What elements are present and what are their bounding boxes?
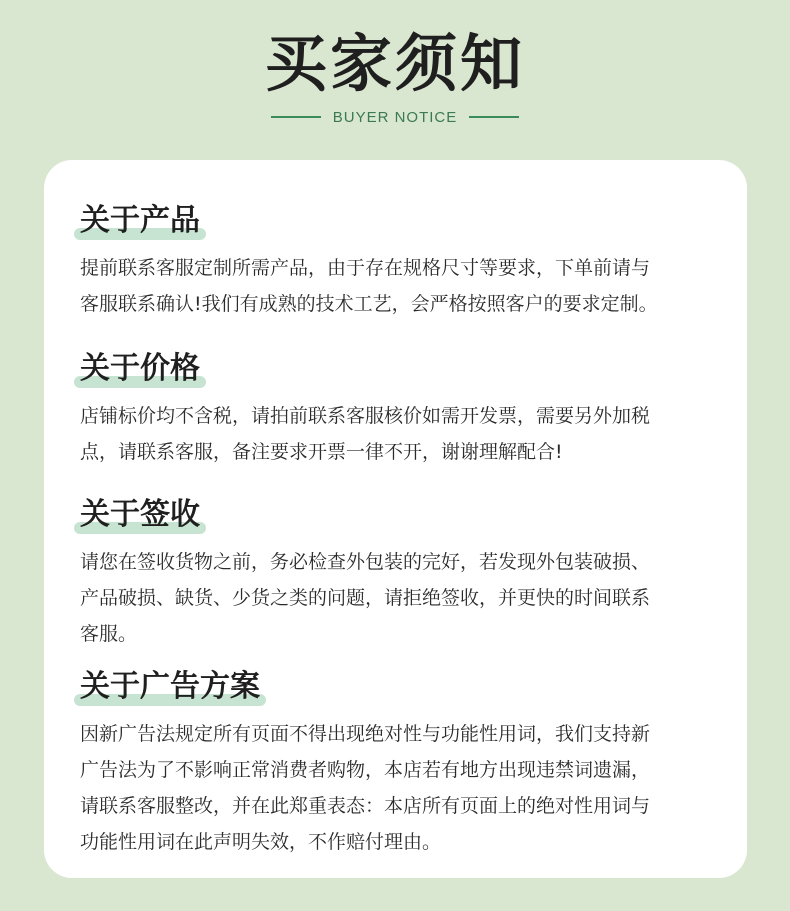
section-body	[80, 544, 730, 652]
subtitle-divider-left	[271, 116, 321, 118]
section-title-text: 关于广告方案	[80, 669, 260, 704]
page-subtitle: BUYER NOTICE	[332, 108, 458, 126]
section-body	[80, 250, 730, 322]
section-title	[80, 202, 200, 242]
body-line: 因新广告法规定所有页面不得出现绝对性与功能性用词，我们支持新	[80, 723, 651, 745]
body-line: 请您在签收货物之前，务必检查外包装的完好，若发现外包装破损、	[80, 551, 651, 573]
section-title	[80, 668, 260, 708]
page-title: 买家须知	[264, 27, 525, 100]
body-line: 客服联系确认!我们有成熟的技术工艺，会严格按照客户的要求定制。	[80, 293, 658, 315]
body-line: 提前联系客服定制所需产品，由于存在规格尺寸等要求，下单前请与	[80, 257, 651, 279]
section-title-text: 关于签收	[80, 497, 200, 532]
section-title-text: 关于价格	[80, 351, 200, 386]
subtitle-row	[0, 106, 790, 128]
section-body	[80, 398, 730, 470]
body-line: 店铺标价均不含税，请拍前联系客服核价如需开发票，需要另外加税	[80, 405, 651, 427]
section-receipt	[80, 496, 730, 652]
section-price	[80, 350, 730, 470]
body-line: 广告法为了不影响正常消费者购物，本店若有地方出现违禁词遗漏，	[80, 759, 651, 781]
notice-card	[44, 160, 747, 878]
body-line: 客服。	[80, 623, 138, 645]
body-line: 功能性用词在此声明失效，不作赔付理由。	[80, 831, 442, 853]
header	[0, 0, 790, 150]
section-product	[80, 202, 730, 322]
body-line: 产品破损、缺货、少货之类的问题，请拒绝签收，并更快的时间联系	[80, 587, 651, 609]
section-body	[80, 716, 730, 860]
section-title-text: 关于产品	[80, 203, 200, 238]
body-line: 请联系客服整改，并在此郑重表态：本店所有页面上的绝对性用词与	[80, 795, 651, 817]
section-title	[80, 496, 200, 536]
body-line: 点，请联系客服，备注要求开票一律不开，谢谢理解配合!	[80, 441, 563, 463]
subtitle-divider-right	[469, 116, 519, 118]
section-title	[80, 350, 200, 390]
section-advertising	[80, 668, 730, 860]
